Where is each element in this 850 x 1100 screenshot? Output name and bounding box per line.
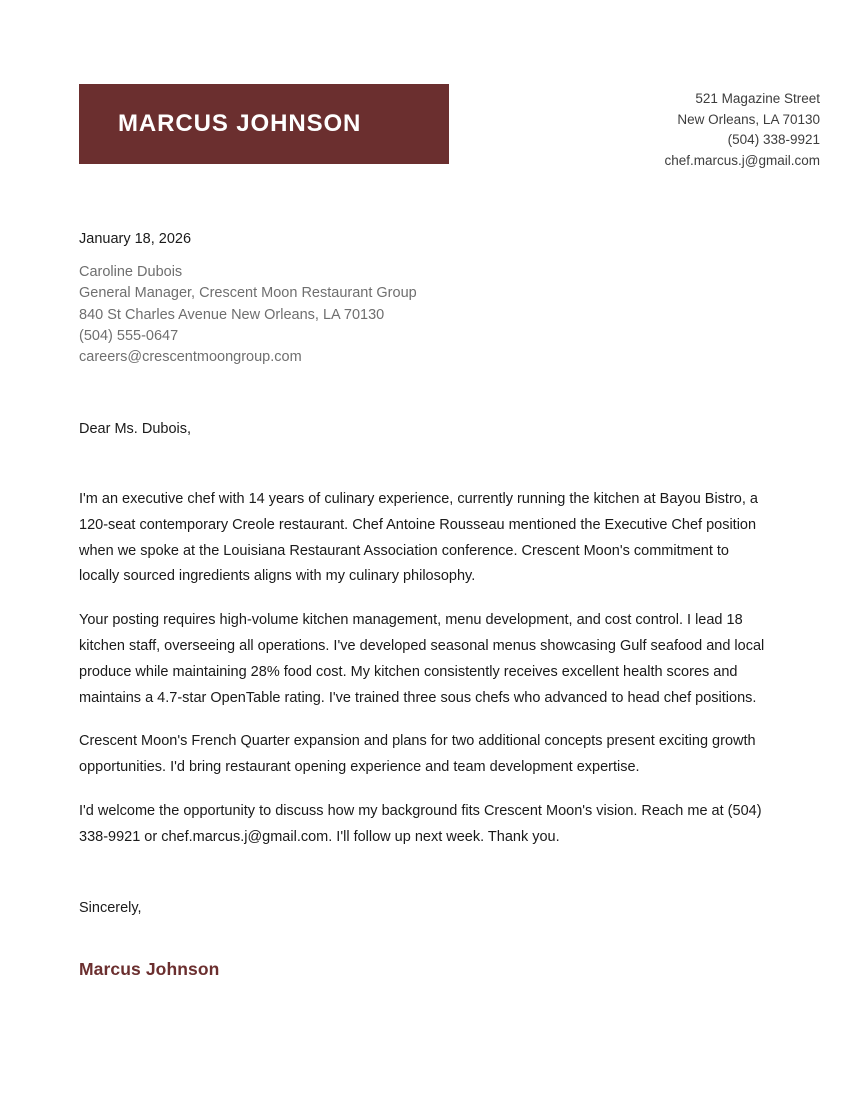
- applicant-name: MARCUS JOHNSON: [118, 110, 362, 137]
- signature-name: Marcus Johnson: [79, 959, 220, 979]
- letter-header: [0, 84, 850, 168]
- sender-email: chef.marcus.j@gmail.com: [664, 152, 820, 168]
- recipient-name: Caroline Dubois: [79, 264, 183, 280]
- letter-body: [79, 487, 772, 851]
- sender-city-state-zip: New Orleans, LA 70130: [677, 111, 820, 127]
- sender-phone: (504) 338-9921: [727, 132, 820, 147]
- letter-date: January 18, 2026: [79, 231, 192, 247]
- recipient-email: careers@crescentmoongroup.com: [79, 349, 302, 366]
- sender-contact-block: [490, 89, 820, 171]
- recipient-title-company: General Manager, Crescent Moon Restaurant Group: [79, 285, 417, 302]
- body-paragraph-1: I'm an executive chef with 14 years of culinary experience, currently running the kitchen at Bayou Bistro, a 120-seat contemporary Creole restaurant. Chef Antoine Rousseau mentioned the Executive Chef position when we spoke at the Louisiana Restaurant Association conference. Crescent Moon's commitment to locally sourced ingredients aligns with my culinary philosophy.: [79, 491, 758, 585]
- salutation: Dear Ms. Dubois,: [79, 421, 192, 437]
- body-paragraph-2: Your posting requires high-volume kitchen management, menu development, and cost control. I lead 18 kitchen staff, overseeing all operations. I've developed seasonal menus showcasing Gulf seafood and local produce while maintaining 28% food cost. My kitchen consistently receives excellent health scores and maintains a 4.7-star OpenTable rating. I've trained three sous chefs who advanced to head chef positions.: [79, 612, 765, 706]
- body-paragraph-4: I'd welcome the opportunity to discuss how my background fits Crescent Moon's vision. Reach me at (504) 338-9921 or chef.marcus.j@gmail.com. I'll follow up next week. Thank you.: [79, 802, 762, 845]
- closing-salutation: Sincerely,: [79, 900, 142, 916]
- recipient-address: 840 St Charles Avenue New Orleans, LA 70130: [79, 306, 385, 323]
- body-paragraph-3: Crescent Moon's French Quarter expansion and plans for two additional concepts present exciting growth opportunities. I'd bring restaurant opening experience and team development expertise.: [79, 733, 756, 776]
- name-banner: [79, 84, 449, 164]
- sender-street-address: 521 Magazine Street: [695, 91, 820, 106]
- recipient-phone: (504) 555-0647: [79, 327, 179, 344]
- recipient-block: [79, 262, 417, 368]
